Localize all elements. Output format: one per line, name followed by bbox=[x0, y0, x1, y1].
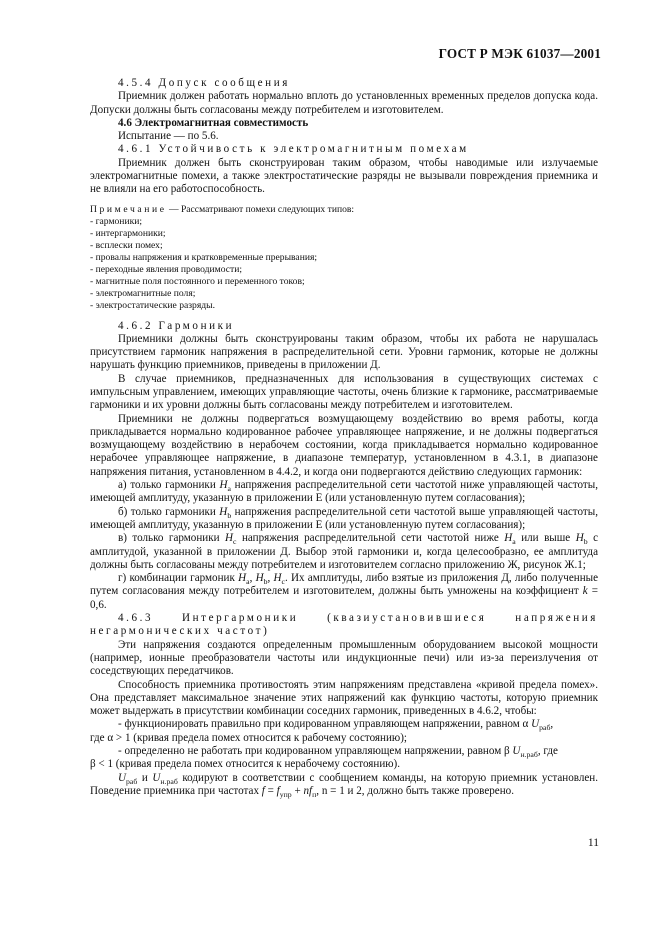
section-title-4-5-4: 4.5.4 Допуск сообщения bbox=[118, 77, 290, 89]
paragraph-4-5-4: Приемник должен работать нормально вплоть до установленных временных пределов допуска кода. Допуски должны быть согласованы между потребителем и изготовителем. bbox=[90, 90, 598, 116]
section-title-4-6-2: 4.6.2 Гармоники bbox=[118, 319, 235, 332]
note-intro: Примечание — Рассматривают помехи следующих типов: bbox=[90, 203, 355, 215]
page-number: 11 bbox=[587, 837, 599, 849]
section-title-4-6-1: 4.6.1 Устойчивость к электромагнитным помехам bbox=[118, 143, 469, 156]
function-item-2: - определенно не работать при кодированном управляющем напряжении, равном β $U_{н.раб}$, где bbox=[118, 745, 558, 760]
section-title-4-6-3: 4.6.3 Интергармоники (квазиустановившиеся напряжения негармонических частот) bbox=[90, 612, 598, 638]
note-item: - гармоники; bbox=[90, 215, 143, 227]
note-item: - электромагнитные поля; bbox=[90, 288, 196, 300]
paragraph-4-6-1: Приемник должен быть сконструирован таким образом, чтобы наводимые или излучаемые электромагнитные помехи, а также электростатические разряды не вызывали повреждения приемника и не влияли на его работоспособность. bbox=[90, 156, 598, 196]
function-item-1: - функционировать правильно при кодированном управляющем напряжении, равном α $U_{раб}$, bbox=[118, 718, 554, 733]
section-title-4-6: 4.6 Электромагнитная совместимость bbox=[118, 116, 309, 129]
list-item-b: б) только гармоники $H_b$ напряжения распределительной сети частотой выше управляющей частоты, имеющей амплитуду, указанную в приложении Е (или установленную путем согласования); bbox=[90, 505, 598, 531]
function-item-2-cont: β < 1 (кривая предела помех относится к нерабочему состоянию). bbox=[90, 758, 401, 771]
list-item-a: а) только гармоники $H_a$ напряжения распределительной сети частотой ниже управляющей частоты, имеющей амплитуду, указанную в приложении Е (или установленную путем согласования); bbox=[90, 479, 598, 505]
test-reference: Испытание — по 5.6. bbox=[118, 130, 219, 143]
note-block bbox=[90, 204, 598, 313]
paragraph-4-6-3-last: $U_{раб}$ и $U_{н.раб}$ кодируют в соответствии с сообщением команды, на которую приемник установлен. Поведение приемника при частотах $f = f_{упр} + nf_п$, n = 1 и 2, должно быть также проверено. bbox=[90, 771, 598, 800]
paragraph-4-6-2-3: Приемники не должны подвергаться возмущающему воздействию во время работы, когда прикладывается нормально кодированное рабочее управляющее напряжение, и не должны подвергаться возмущающему воздействию в нерабочем состоянии, когда прикладывается нормально кодированное нерабочее управляющее напряжение, в диапазоне температур, установленном в 4.3.1, в диапазоне напряжения питания, установленном в 4.4.2, и когда они подвергаются действию следующих гармоник: bbox=[90, 412, 598, 478]
list-item-d: г) комбинации гармоник $H_a$, $H_b$, $H_c$. Их амплитуды, либо взятые из приложения Д, либо полученные путем согласования между потребителем и изготовителем, должны быть умножены на коэффициент k = 0,6. bbox=[90, 572, 599, 611]
note-item: - электростатические разряды. bbox=[90, 300, 215, 312]
standard-header: ГОСТ Р МЭК 61037—2001 bbox=[438, 46, 601, 61]
note-item: - провалы напряжения и кратковременные прерывания; bbox=[90, 252, 318, 264]
list-item-c: в) только гармоники $H_c$ напряжения распределительной сети частотой ниже $H_a$ или выше $H_b$ с амплитудой, указанной в приложении Д. Выбор этой гармоники и, когда целесообразно, ее амплитуда должны быть согласованы между потребителем и изготовителем согласно приложению Ж, рисунок Ж.1; bbox=[90, 532, 598, 571]
paragraph-4-6-2-2: В случае приемников, предназначенных для использования в существующих системах с импульсным управлением, имеющих управляющие частоты, очень близкие к гармонике, рассматриваемые гармоники и их уровни должны быть согласованы между потребителем и изготовителем. bbox=[90, 372, 598, 412]
note-item: - всплески помех; bbox=[90, 239, 163, 251]
paragraph-4-6-3-2: Способность приемника противостоять этим напряжениям представлена «кривой предела помех». Она представляет максимальное значение этих напряжений как функцию частоты, которую приемник может выдержать в присутствии комбинации соседних гармоник, приведенных в 4.6.2, чтобы: bbox=[90, 678, 598, 718]
note-label: Примечание bbox=[90, 203, 167, 215]
document-body bbox=[90, 77, 598, 798]
note-item: - переходные явления проводимости; bbox=[90, 264, 243, 276]
paragraph-4-6-3-1: Эти напряжения создаются определенным промышленным оборудованием высокой мощности (например, ионные преобразователи частоты или индукционные печи) или из-за переизлучения от соседствующих передатчиков. bbox=[90, 638, 598, 678]
function-item-1-cont: где α > 1 (кривая предела помех относится к рабочему состоянию); bbox=[90, 731, 407, 744]
note-item: - магнитные поля постоянного и переменного токов; bbox=[90, 276, 305, 288]
paragraph-4-6-2-1: Приемники должны быть сконструированы таким образом, чтобы их работа не нарушалась присутствием гармоник напряжения в распределительной сети. Уровни гармоник, которые не должны нарушать функцию приемников, приведены в приложении Д. bbox=[90, 332, 598, 372]
note-item: - интергармоники; bbox=[90, 227, 166, 239]
